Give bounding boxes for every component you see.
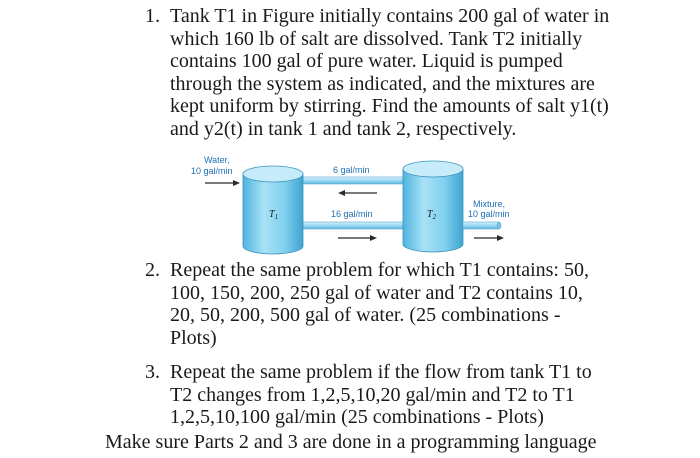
top-pipe-label: 6 gal/min [333, 165, 370, 175]
problem-1-number: 1. [145, 5, 160, 27]
outflow-rate-label: 10 gal/min [468, 209, 510, 219]
problem-2-line: 20, 50, 200, 500 gal of water. (25 combinations - [170, 304, 561, 326]
bottom-pipe-arrow [338, 235, 377, 241]
problem-1-text [170, 5, 609, 140]
problem-1-line: and y2(t) in tank 1 and tank 2, respectively. [170, 117, 517, 140]
bottom-pipe [303, 222, 403, 229]
inflow-rate-label: 10 gal/min [191, 166, 233, 176]
problem-3-text [170, 361, 592, 429]
top-pipe [303, 177, 403, 184]
tank-1-subscript: 1 [274, 213, 279, 221]
outflow-pipe [463, 222, 499, 229]
problem-3-line: 1,2,5,10,100 gal/min (25 combinations - Plots) [170, 406, 544, 428]
problem-1-line: through the system as indicated, and the mixtures are [170, 72, 595, 95]
problem-2-line: Repeat the same problem for which T1 contains: 50, [170, 259, 589, 281]
top-pipe-arrow [338, 190, 377, 196]
tank-2 [403, 161, 463, 252]
inflow-label: Water, [204, 155, 230, 165]
tank-2-subscript: 2 [432, 213, 437, 221]
inflow-arrow [205, 180, 240, 186]
problem-3-line: T2 changes from 1,2,5,10,20 gal/min and T2 to T1 [170, 383, 575, 406]
bottom-pipe-label: 16 gal/min [331, 209, 373, 219]
problem-1-line: Tank T1 in Figure initially contains 200 gal of water in [170, 5, 610, 27]
problem-3-line: Repeat the same problem if the flow from tank T1 to [170, 361, 592, 383]
problem-2-line: 100, 150, 200, 250 gal of water and T2 contains 10, [170, 281, 583, 304]
problem-2-number: 2. [145, 259, 160, 281]
outflow-arrow [474, 235, 504, 241]
tank-system-diagram [185, 150, 525, 262]
problem-1-line: which 160 lb of salt are dissolved. Tank T2 initially [170, 27, 583, 50]
closing-note: Make sure Parts 2 and 3 are done in a programming language [105, 431, 597, 453]
problem-1-line: kept uniform by stirring. Find the amounts of salt y1(t) [170, 95, 609, 117]
tank-2-letter: T [427, 209, 433, 220]
outflow-label: Mixture, [473, 199, 506, 209]
problem-2-line: Plots) [170, 326, 217, 349]
problem-1-line: contains 100 gal of pure water. Liquid is pumped [170, 50, 563, 72]
problem-3-number: 3. [145, 361, 160, 383]
problem-2-text [170, 259, 589, 349]
tank-1-letter: T [269, 209, 275, 220]
